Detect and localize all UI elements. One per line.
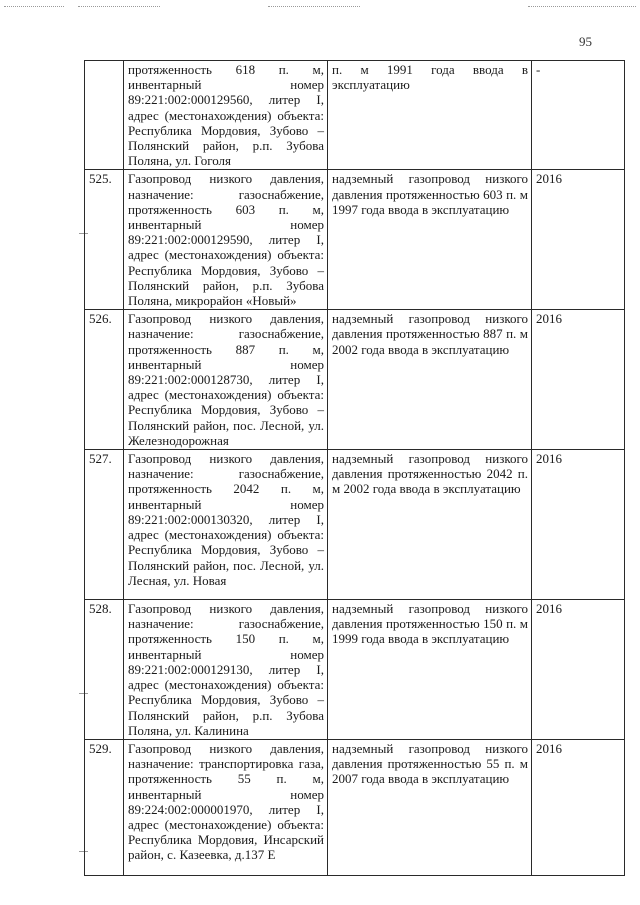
scan-artifact-top [0, 6, 640, 12]
object-name: Газопровод низкого давления, назначение: газоснабжение, протяженность 887 п. м, инвентарный номер 89:221:002:000128730, литер I, адрес (местонахождения) объекта: Республика Мордовия, Зубово – Полянский район, пос. Лесной, ул. Железнодорожная [124, 310, 328, 450]
row-number: 527. [85, 450, 124, 600]
table-row [85, 310, 625, 450]
table-row [85, 61, 625, 170]
year-cell: 2016 [532, 310, 625, 450]
year-cell: 2016 [532, 170, 625, 310]
object-description: надземный газопровод низкого давления протяженностью 603 п. м 1997 года ввода в эксплуатацию [328, 170, 532, 310]
year-cell: - [532, 61, 625, 170]
object-description: надземный газопровод низкого давления протяженностью 55 п. м 2007 года ввода в эксплуатацию [328, 739, 532, 875]
property-registry-table [84, 60, 625, 876]
object-description: надземный газопровод низкого давления протяженностью 887 п. м 2002 года ввода в эксплуатацию [328, 310, 532, 450]
object-name: Газопровод низкого давления, назначение: газоснабжение, протяженность 603 п. м, инвентарный номер 89:221:002:000129590, литер I, адрес (местонахождения) объекта: Республика Мордовия, Зубово – Полянский район, р.п. Зубова Поляна, микрорайон «Новый» [124, 170, 328, 310]
row-number: 529. [85, 739, 124, 875]
year-cell: 2016 [532, 739, 625, 875]
table-row [85, 739, 625, 875]
table-row [85, 600, 625, 740]
object-description: надземный газопровод низкого давления протяженностью 2042 п. м 2002 года ввода в эксплуатацию [328, 450, 532, 600]
object-description: надземный газопровод низкого давления протяженностью 150 п. м 1999 года ввода в эксплуатацию [328, 600, 532, 740]
object-name: Газопровод низкого давления, назначение: газоснабжение, протяженность 150 п. м, инвентарный номер 89:221:002:000129130, литер I, адрес (местонахождения) объекта: Республика Мордовия, Зубово – Полянский район, р.п. Зубова Поляна, ул. Калинина [124, 600, 328, 740]
table-row [85, 450, 625, 600]
object-name: Газопровод низкого давления, назначение: транспортировка газа, протяженность 55 п. м, инвентарный номер 89:224:002:000001970, литер I, адрес (местонахождение) объекта: Республика Мордовия, Инсарский район, с. Казеевка, д.137 Е [124, 739, 328, 875]
row-number: 528. [85, 600, 124, 740]
table-row [85, 170, 625, 310]
object-name: Газопровод низкого давления, назначение: газоснабжение, протяженность 2042 п. м, инвентарный номер 89:221:002:000130320, литер I, адрес (местонахождения) объекта: Республика Мордовия, Зубово – Полянский район, пос. Лесной, ул. Лесная, ул. Новая [124, 450, 328, 600]
year-cell: 2016 [532, 450, 625, 600]
object-description: п. м 1991 года ввода в эксплуатацию [328, 61, 532, 170]
object-name: протяженность 618 п. м, инвентарный номер 89:221:002:000129560, литер I, адрес (местонахождения) объекта: Республика Мордовия, Зубово – Полянский район, р.п. Зубова Поляна, ул. Гоголя [124, 61, 328, 170]
row-number: 525. [85, 170, 124, 310]
row-number: 526. [85, 310, 124, 450]
year-cell: 2016 [532, 600, 625, 740]
row-number [85, 61, 124, 170]
page-number: 95 [579, 34, 592, 49]
